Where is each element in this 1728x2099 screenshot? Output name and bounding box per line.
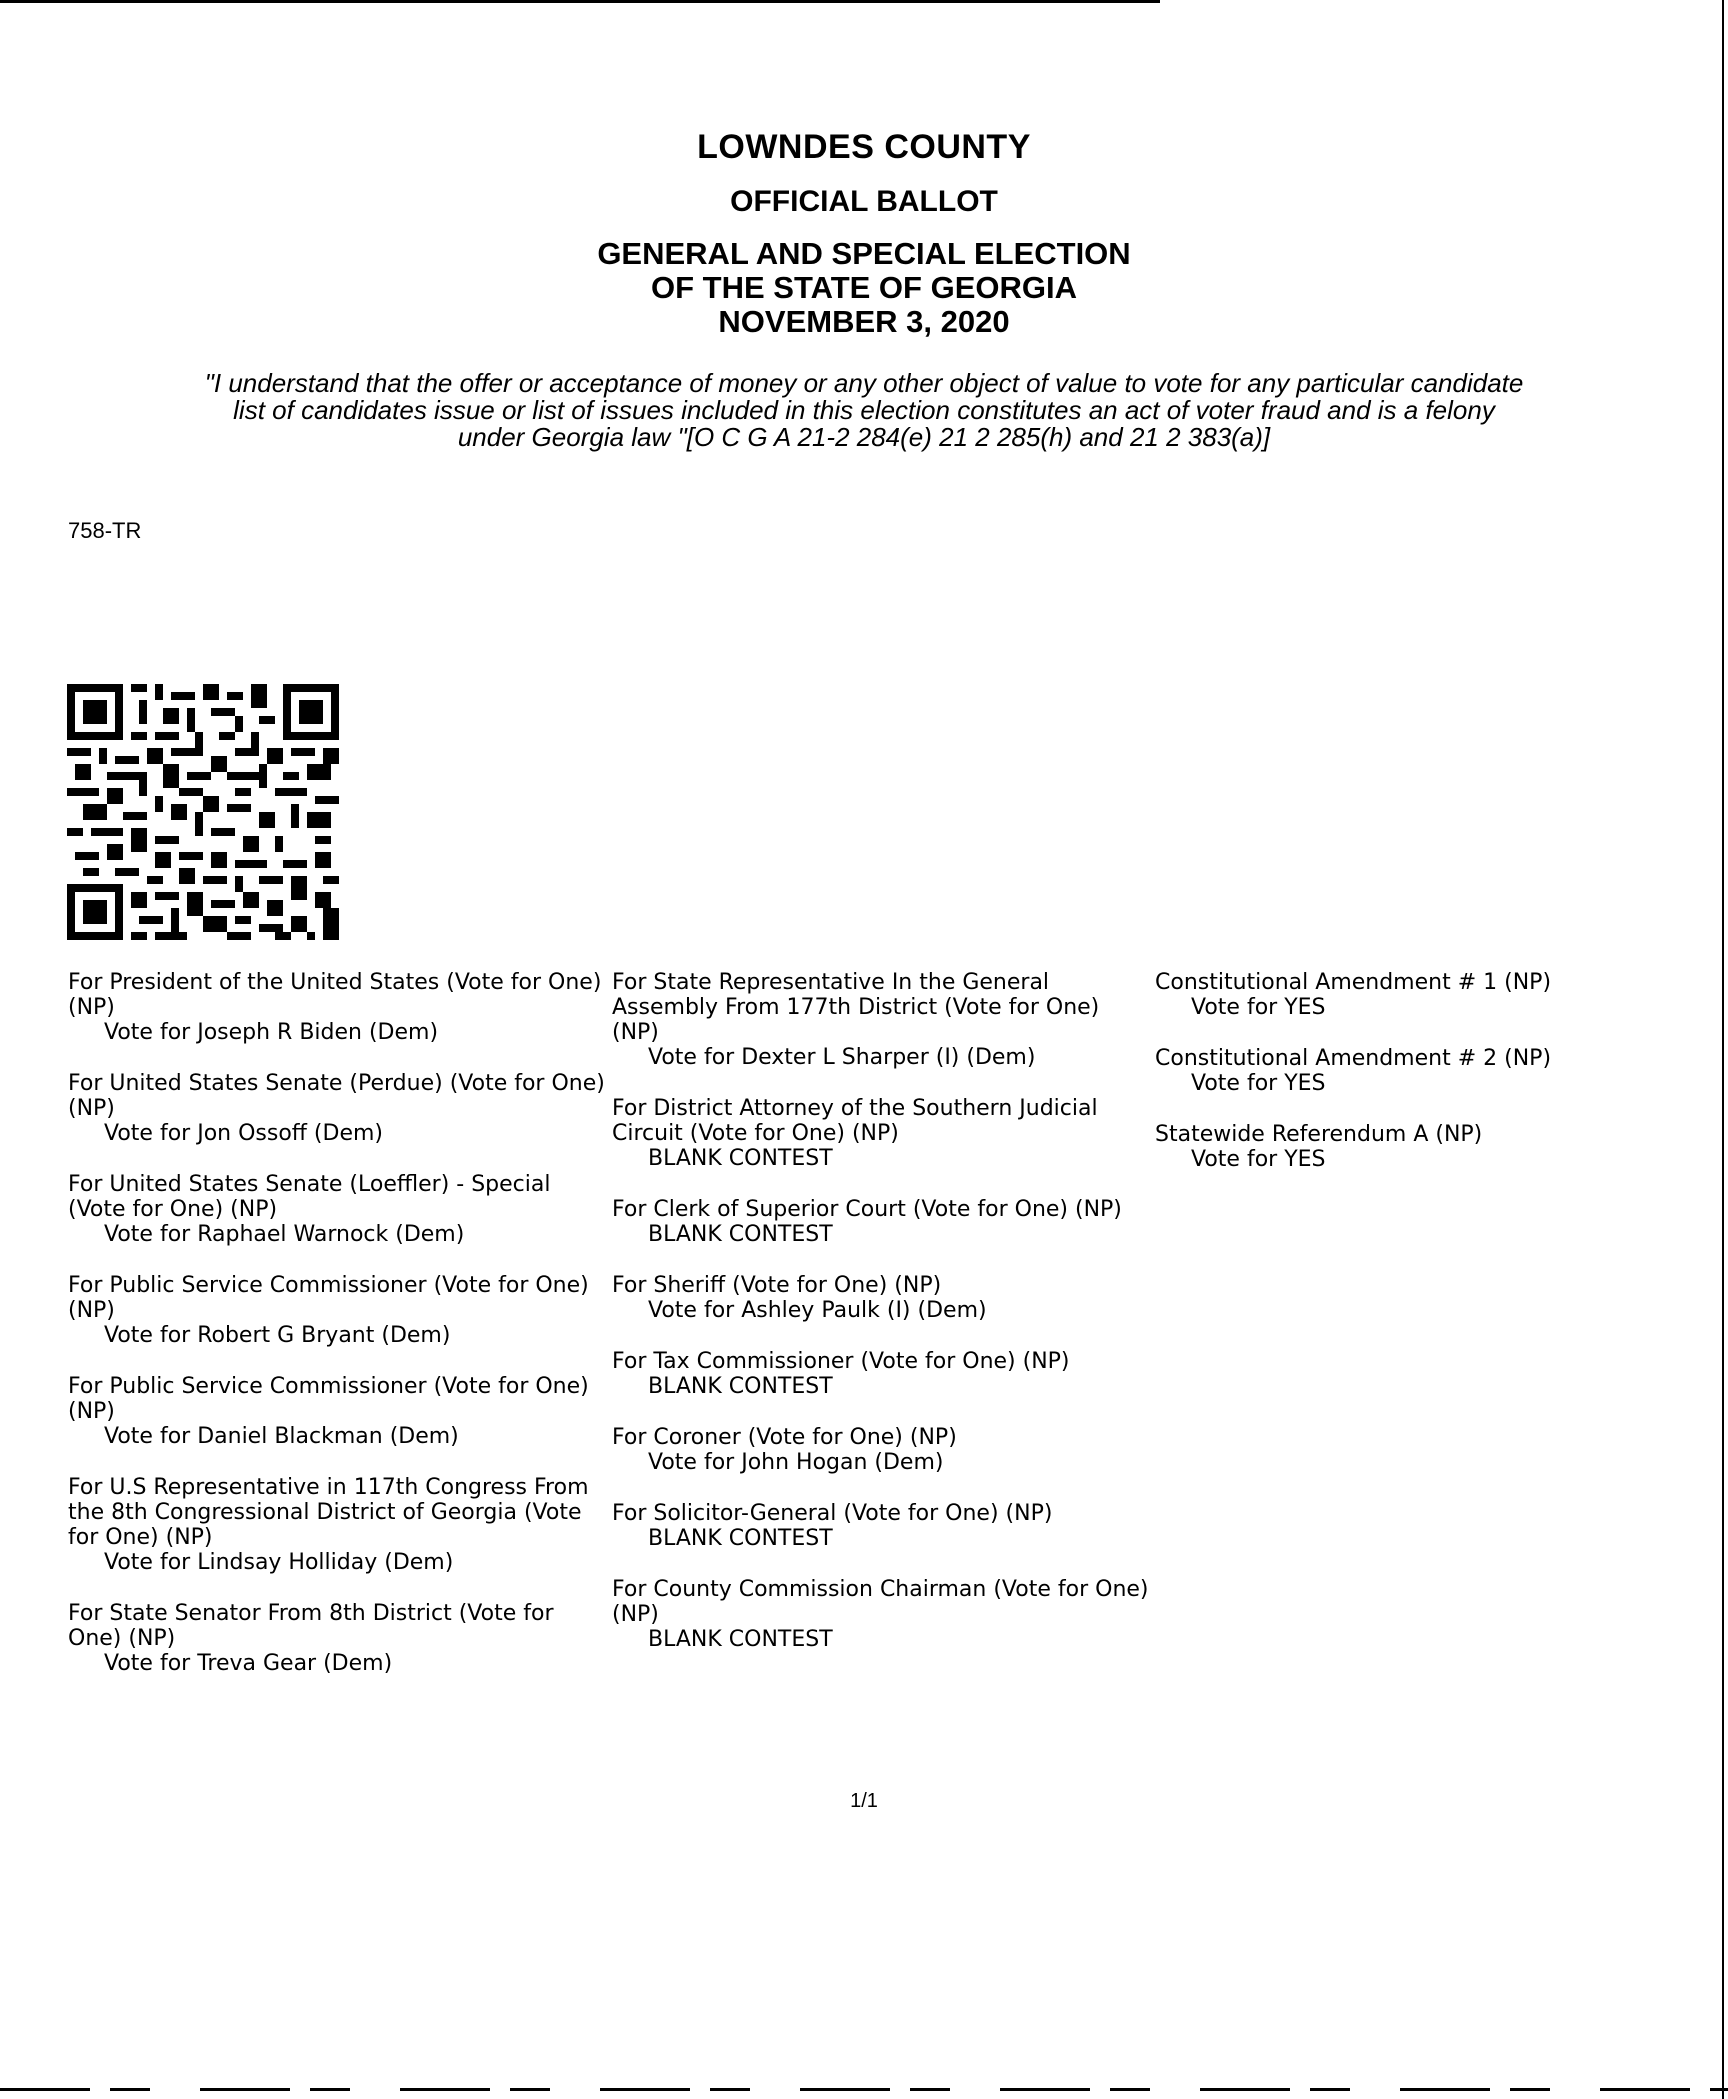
contest-title: Constitutional Amendment # 2 (NP) <box>1155 1046 1552 1071</box>
election-date: NOVEMBER 3, 2020 <box>718 304 1010 339</box>
notice-line: list of candidates issue or list of issues included in this election constitutes an act of voter fraud and is a felony <box>233 395 1495 425</box>
contest-selection: Vote for YES <box>1191 995 1326 1020</box>
contest-title: For Public Service Commissioner (Vote for One) (NP) <box>68 1374 589 1424</box>
contest-title: Constitutional Amendment # 1 (NP) <box>1155 970 1552 995</box>
contest <box>68 1374 608 1449</box>
contest-title: Statewide Referendum A (NP) <box>1155 1122 1483 1147</box>
ballot-type: OFFICIAL BALLOT <box>730 185 998 218</box>
contest <box>612 1197 1152 1247</box>
contest-title: For Solicitor-General (Vote for One) (NP) <box>612 1501 1053 1526</box>
page-number: 1/1 <box>850 1790 878 1812</box>
contest-title: For President of the United States (Vote for One) (NP) <box>68 970 602 1020</box>
top-border <box>0 0 1160 3</box>
contest-selection: Vote for Treva Gear (Dem) <box>104 1651 393 1676</box>
contest-title: For United States Senate (Perdue) (Vote for One) (NP) <box>68 1071 605 1121</box>
contest-selection: Vote for YES <box>1191 1071 1326 1096</box>
contest-selection: Vote for YES <box>1191 1147 1326 1172</box>
contest <box>612 1425 1152 1475</box>
contest-title: For Tax Commissioner (Vote for One) (NP) <box>612 1349 1070 1374</box>
contest <box>612 1273 1152 1323</box>
contest-title: For U.S Representative in 117th Congress From the 8th Congressional District of Georgia (Vote for One) (NP) <box>68 1475 589 1550</box>
qr-code-icon <box>67 684 339 940</box>
contest-selection: BLANK CONTEST <box>648 1526 833 1551</box>
contest-title: For Public Service Commissioner (Vote for One) (NP) <box>68 1273 589 1323</box>
contest <box>612 970 1152 1070</box>
contest-selection: Vote for Daniel Blackman (Dem) <box>104 1424 459 1449</box>
contest-selection: Vote for Robert G Bryant (Dem) <box>104 1323 451 1348</box>
contest-column-2 <box>612 970 1152 1678</box>
contest <box>1155 1046 1605 1096</box>
contest-title: For Sheriff (Vote for One) (NP) <box>612 1273 942 1298</box>
notice-line: "I understand that the offer or acceptance of money or any other object of value to vote for any particular candidate <box>204 368 1524 398</box>
contest-selection: BLANK CONTEST <box>648 1146 833 1171</box>
contest-title: For District Attorney of the Southern Judicial Circuit (Vote for One) (NP) <box>612 1096 1098 1146</box>
county-title: LOWNDES COUNTY <box>697 128 1031 166</box>
contest <box>68 1273 608 1348</box>
contest <box>1155 1122 1605 1172</box>
contest <box>68 970 608 1045</box>
contest-selection: Vote for Dexter L Sharper (I) (Dem) <box>648 1045 1036 1070</box>
contest <box>68 1071 608 1146</box>
contest <box>612 1577 1152 1652</box>
contest-title: For County Commission Chairman (Vote for One) (NP) <box>612 1577 1149 1627</box>
ballot-header <box>0 128 1728 339</box>
contest-selection: Vote for Jon Ossoff (Dem) <box>104 1121 384 1146</box>
contest-selection: BLANK CONTEST <box>648 1374 833 1399</box>
contest <box>68 1475 608 1575</box>
contest-title: For Coroner (Vote for One) (NP) <box>612 1425 957 1450</box>
contest <box>68 1601 608 1676</box>
contest <box>1155 970 1605 1020</box>
contest-selection: BLANK CONTEST <box>648 1222 833 1247</box>
election-name-line-1: GENERAL AND SPECIAL ELECTION <box>597 236 1131 271</box>
contest-selection: Vote for Ashley Paulk (I) (Dem) <box>648 1298 987 1323</box>
contest <box>612 1501 1152 1551</box>
contest-selection: Vote for Lindsay Holliday (Dem) <box>104 1550 454 1575</box>
contest-selection: Vote for Raphael Warnock (Dem) <box>104 1222 465 1247</box>
contest <box>612 1096 1152 1171</box>
voter-fraud-notice <box>60 370 1668 451</box>
contest-title: For State Senator From 8th District (Vote for One) (NP) <box>68 1601 554 1651</box>
contest-column-3 <box>1155 970 1605 1198</box>
contest <box>68 1172 608 1247</box>
ballot-style-id: 758-TR <box>68 518 142 543</box>
contest <box>612 1349 1152 1399</box>
contest-title: For State Representative In the General Assembly From 177th District (Vote for One) (NP) <box>612 970 1100 1045</box>
notice-line: under Georgia law "[O C G A 21-2 284(e) 21 2 285(h) and 21 2 383(a)] <box>457 422 1271 452</box>
bottom-border <box>0 2088 1728 2091</box>
contest-selection: BLANK CONTEST <box>648 1627 833 1652</box>
contest-selection: Vote for John Hogan (Dem) <box>648 1450 944 1475</box>
contest-title: For United States Senate (Loeffler) - Special (Vote for One) (NP) <box>68 1172 551 1222</box>
contest-title: For Clerk of Superior Court (Vote for One) (NP) <box>612 1197 1122 1222</box>
contest-selection: Vote for Joseph R Biden (Dem) <box>104 1020 439 1045</box>
contest-column-1 <box>68 970 608 1702</box>
election-name-line-2: OF THE STATE OF GEORGIA <box>651 270 1077 305</box>
